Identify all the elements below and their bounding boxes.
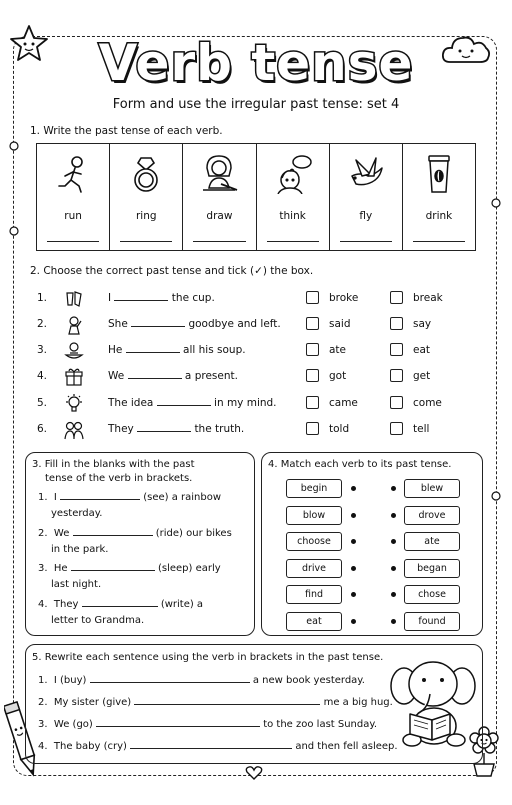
fill-item-cont: in the park. bbox=[51, 544, 109, 555]
q4-heading: 4. Match each verb to its past tense. bbox=[268, 459, 452, 470]
running-boy-icon bbox=[53, 154, 93, 194]
boy-thinking-icon bbox=[273, 154, 313, 194]
verb-pill[interactable]: begin bbox=[286, 479, 342, 498]
choice-row bbox=[0, 394, 512, 414]
match-dot[interactable] bbox=[351, 592, 356, 597]
match-dot[interactable] bbox=[351, 539, 356, 544]
option-b-checkbox[interactable] bbox=[390, 317, 403, 330]
worksheet-title: Verb tense bbox=[98, 34, 414, 92]
heart-icon bbox=[245, 765, 263, 781]
row-number: 5. bbox=[37, 397, 48, 409]
verb-cell bbox=[257, 144, 330, 250]
verb-word: fly bbox=[359, 210, 373, 222]
fill-item-cont: letter to Grandma. bbox=[51, 615, 145, 626]
match-dot[interactable] bbox=[351, 486, 356, 491]
match-dot[interactable] bbox=[351, 566, 356, 571]
q3-heading-cont: tense of the verb in brackets. bbox=[45, 473, 193, 484]
verb-word: ring bbox=[135, 210, 157, 222]
rewrite-item: 4. The baby (cry) and then fell asleep. bbox=[38, 741, 398, 752]
flying-bird-icon bbox=[346, 154, 386, 194]
option-a-label: came bbox=[329, 397, 358, 409]
girl-waving-icon bbox=[64, 315, 84, 335]
q5-heading: 5. Rewrite each sentence using the verb in brackets in the past tense. bbox=[32, 652, 384, 663]
verb-word: run bbox=[64, 210, 82, 222]
answer-line[interactable] bbox=[413, 241, 465, 242]
verb-cell bbox=[37, 144, 110, 250]
verb-cell bbox=[183, 144, 256, 250]
verb-pill[interactable]: drive bbox=[286, 559, 342, 578]
option-b-checkbox[interactable] bbox=[390, 396, 403, 409]
border-circle-icon bbox=[8, 225, 20, 237]
option-b-label: say bbox=[413, 318, 432, 330]
verb-cell bbox=[110, 144, 183, 250]
rewrite-item: 3. We (go) to the zoo last Sunday. bbox=[38, 719, 378, 730]
verb-word: draw bbox=[206, 210, 233, 222]
option-a-label: told bbox=[329, 423, 350, 435]
past-pill[interactable]: ate bbox=[404, 532, 460, 551]
border-circle-icon bbox=[490, 197, 502, 209]
match-dot[interactable] bbox=[391, 619, 396, 624]
row-number: 6. bbox=[37, 423, 48, 435]
verb-pill[interactable]: blow bbox=[286, 506, 342, 525]
option-a-label: said bbox=[329, 318, 351, 330]
verb-pill[interactable]: choose bbox=[286, 532, 342, 551]
answer-line[interactable] bbox=[340, 241, 392, 242]
option-a-checkbox[interactable] bbox=[306, 369, 319, 382]
girl-drawing-icon bbox=[199, 154, 239, 194]
verb-cell bbox=[403, 144, 475, 250]
verb-pill[interactable]: eat bbox=[286, 612, 342, 631]
option-a-label: got bbox=[329, 370, 347, 382]
fill-item-cont: yesterday. bbox=[51, 508, 103, 519]
option-b-label: eat bbox=[413, 344, 431, 356]
fill-item: 1. I (see) a rainbow bbox=[38, 492, 222, 503]
answer-line[interactable] bbox=[47, 241, 99, 242]
choice-row bbox=[0, 315, 512, 335]
choice-row bbox=[0, 341, 512, 361]
sentence: They the truth. bbox=[108, 423, 245, 435]
row-number: 1. bbox=[37, 292, 48, 304]
fill-item: 3. He (sleep) early bbox=[38, 563, 221, 574]
elephant-reading-icon bbox=[390, 658, 476, 748]
answer-line[interactable] bbox=[193, 241, 245, 242]
sentence: The idea in my mind. bbox=[108, 397, 277, 409]
match-dot[interactable] bbox=[351, 513, 356, 518]
match-dot[interactable] bbox=[391, 539, 396, 544]
match-dot[interactable] bbox=[391, 592, 396, 597]
option-a-checkbox[interactable] bbox=[306, 291, 319, 304]
diamond-ring-icon bbox=[126, 154, 166, 194]
option-b-label: tell bbox=[413, 423, 430, 435]
option-b-checkbox[interactable] bbox=[390, 422, 403, 435]
sentence: We a present. bbox=[108, 370, 238, 382]
verb-pill[interactable]: find bbox=[286, 585, 342, 604]
verb-word: drink bbox=[425, 210, 453, 222]
past-pill[interactable]: blew bbox=[404, 479, 460, 498]
border-circle-icon bbox=[8, 140, 20, 152]
match-dot[interactable] bbox=[391, 566, 396, 571]
q2-heading: 2. Choose the correct past tense and tick (✓) the box. bbox=[30, 265, 314, 277]
gift-box-icon bbox=[64, 367, 84, 387]
match-dot[interactable] bbox=[391, 486, 396, 491]
option-b-checkbox[interactable] bbox=[390, 291, 403, 304]
border-circle-icon bbox=[490, 490, 502, 502]
boy-eating-icon bbox=[64, 341, 84, 361]
match-dot[interactable] bbox=[391, 513, 396, 518]
past-pill[interactable]: began bbox=[404, 559, 460, 578]
option-a-checkbox[interactable] bbox=[306, 317, 319, 330]
answer-line[interactable] bbox=[120, 241, 172, 242]
sentence: I the cup. bbox=[108, 292, 215, 304]
rewrite-item: 1. I (buy) a new book yesterday. bbox=[38, 675, 365, 686]
kids-talking-icon bbox=[64, 420, 84, 440]
option-b-checkbox[interactable] bbox=[390, 369, 403, 382]
option-a-checkbox[interactable] bbox=[306, 343, 319, 356]
option-a-label: broke bbox=[329, 292, 359, 304]
choice-row bbox=[0, 420, 512, 440]
fill-item: 2. We (ride) our bikes bbox=[38, 528, 232, 539]
fill-item-cont: last night. bbox=[51, 579, 102, 590]
choice-row bbox=[0, 367, 512, 387]
past-pill[interactable]: drove bbox=[404, 506, 460, 525]
verb-cell bbox=[330, 144, 403, 250]
coffee-cup-icon bbox=[419, 154, 459, 194]
fill-item: 4. They (write) a bbox=[38, 599, 204, 610]
row-number: 4. bbox=[37, 370, 48, 382]
verb-table bbox=[36, 143, 476, 251]
past-pill[interactable]: chose bbox=[404, 585, 460, 604]
option-a-label: ate bbox=[329, 344, 347, 356]
row-number: 3. bbox=[37, 344, 48, 356]
sentence: He all his soup. bbox=[108, 344, 246, 356]
q1-heading: 1. Write the past tense of each verb. bbox=[30, 125, 223, 137]
option-b-label: get bbox=[413, 370, 431, 382]
verb-word: think bbox=[279, 210, 306, 222]
past-pill[interactable]: found bbox=[404, 612, 460, 631]
rewrite-item: 2. My sister (give) me a big hug. bbox=[38, 697, 393, 708]
match-dot[interactable] bbox=[351, 619, 356, 624]
broken-cup-icon bbox=[64, 289, 84, 309]
answer-line[interactable] bbox=[267, 241, 319, 242]
light-bulb-icon bbox=[64, 394, 84, 414]
option-b-label: break bbox=[413, 292, 443, 304]
option-b-label: come bbox=[413, 397, 442, 409]
option-b-checkbox[interactable] bbox=[390, 343, 403, 356]
option-a-checkbox[interactable] bbox=[306, 422, 319, 435]
worksheet-subtitle: Form and use the irregular past tense: set 4 bbox=[112, 97, 400, 112]
row-number: 2. bbox=[37, 318, 48, 330]
q3-heading: 3. Fill in the blanks with the past bbox=[32, 459, 195, 470]
option-a-checkbox[interactable] bbox=[306, 396, 319, 409]
choice-row bbox=[0, 289, 512, 309]
sentence: She goodbye and left. bbox=[108, 318, 281, 330]
